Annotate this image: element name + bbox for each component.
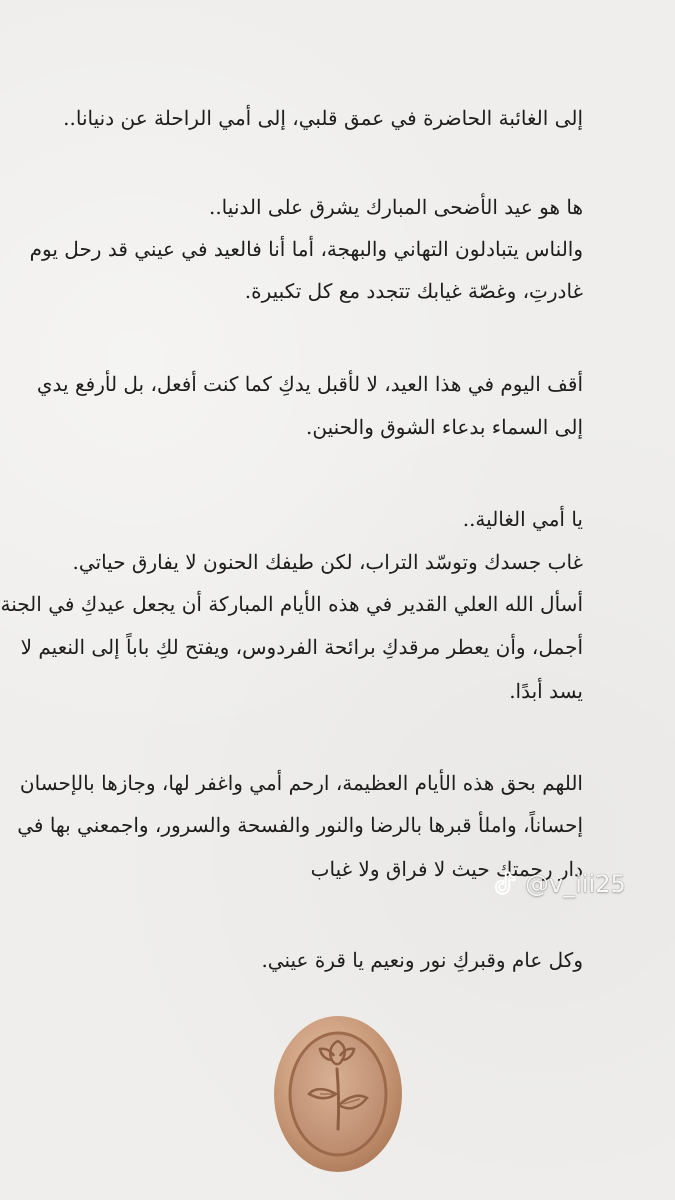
letter-line-10: أجمل، وأن يعطر مرقدكِ برائحة الفردوس، ويفتح لكِ باباً إلى النعيم لا xyxy=(20,635,583,659)
letter-line-3: والناس يتبادلون التهاني والبهجة، أما أنا فالعيد في عيني قد رحل يوم xyxy=(29,237,583,261)
letter-line-5: أقف اليوم في هذا العيد، لا لأقبل يدكِ كما كنت أفعل، بل لأرفع يدي xyxy=(36,372,583,396)
letter-line-15: وكل عام وقبركِ نور ونعيم يا قرة عيني. xyxy=(261,948,583,972)
letter-line-2: ها هو عيد الأضحى المبارك يشرق على الدنيا.. xyxy=(208,195,583,219)
watermark-handle: @v_iii25 xyxy=(525,870,626,898)
letter-line-14: دار رحمتك حيث لا فراق ولا غياب xyxy=(310,857,583,881)
letter-line-6: إلى السماء بدعاء الشوق والحنين. xyxy=(305,415,583,439)
letter-line-4: غادرتِ، وغصّة غيابك تتجدد مع كل تكبيرة. xyxy=(244,279,583,303)
letter-line-12: اللهم بحق هذه الأيام العظيمة، ارحم أمي واغفر لها، وجازها بالإحسان xyxy=(19,771,583,795)
tiktok-watermark xyxy=(495,866,626,902)
letter-line-8: غاب جسدك وتوسّد التراب، لكن طيفك الحنون لا يفارق حياتي. xyxy=(72,550,583,574)
tiktok-icon xyxy=(495,870,519,898)
letter-line-1: إلى الغائبة الحاضرة في عمق قلبي، إلى أمي الراحلة عن دنيانا.. xyxy=(63,106,583,130)
letter-line-13: إحساناً، واملأ قبرها بالرضا والنور والفسحة والسرور، واجمعني بها في xyxy=(17,813,583,837)
wax-seal-flower-icon xyxy=(272,1014,404,1174)
letter-line-11: يسد أبدًا. xyxy=(509,679,583,703)
letter-line-9: أسأل الله العلي القدير في هذه الأيام المباركة أن يجعل عيدكِ في الجنة xyxy=(0,592,583,616)
letter-line-7: يا أمي الغالية.. xyxy=(462,507,583,531)
